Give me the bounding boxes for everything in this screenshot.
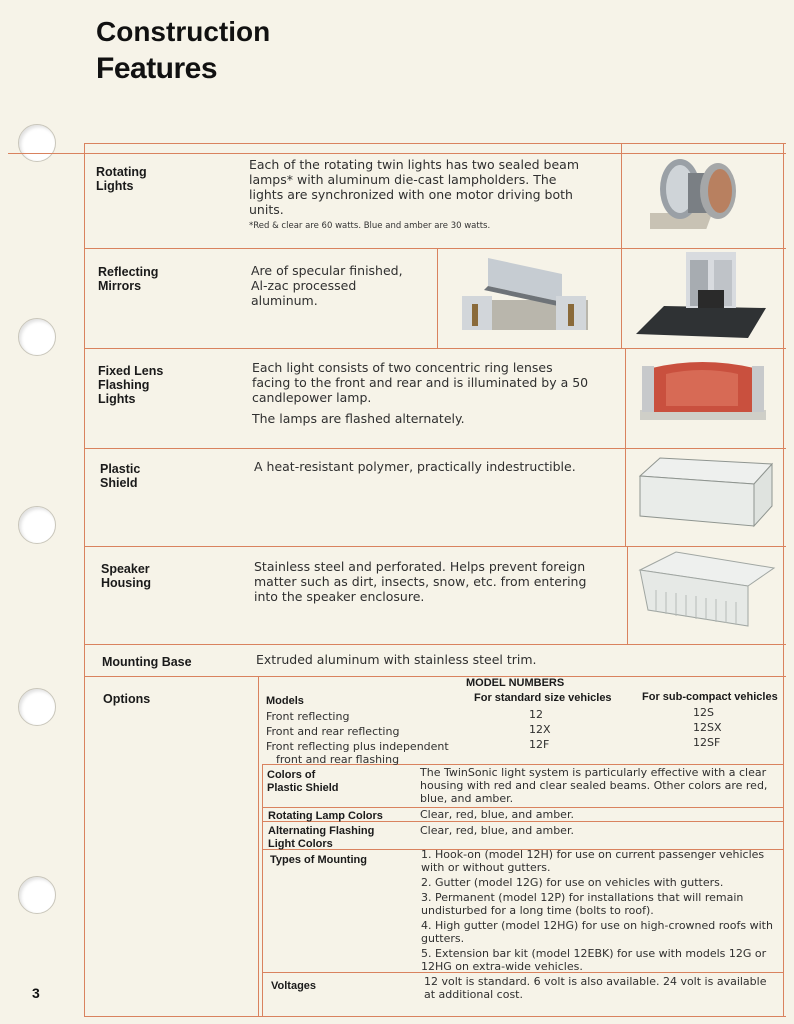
feature-label-mounting-base: Mounting Base	[102, 655, 192, 669]
option-label-shield-colors: Colors of Plastic Shield	[267, 769, 339, 794]
feature-desc-reflecting-mirrors: Are of specular finished, Al-zac processed aluminum.	[251, 263, 403, 308]
divider	[627, 546, 628, 644]
feature-label-fixed-lens: Fixed Lens Flashing Lights	[98, 364, 164, 406]
feature-desc-fixed-lens: Each light consists of two concentric ring lenses facing to the front and rear and is illuminated by a 50 candlepower lamp. The lamps are flashed alternately.	[252, 360, 589, 426]
divider	[621, 143, 622, 249]
plastic-shield-photo	[634, 456, 774, 528]
option-label-flashing-colors: Alternating Flashing Light Colors	[268, 825, 375, 850]
feature-label-reflecting-mirrors: Reflecting Mirrors	[98, 265, 159, 293]
list-item: 2. Gutter (model 12G) for use on vehicles with gutters.	[421, 876, 724, 889]
model-standard: 12	[529, 708, 543, 721]
model-numbers-title: MODEL NUMBERS	[466, 677, 565, 689]
option-label-rotating-lamp-colors: Rotating Lamp Colors	[268, 810, 383, 822]
rotating-light-photo	[650, 153, 742, 237]
option-label-mounting-types: Types of Mounting	[270, 854, 367, 866]
footnote: *Red & clear are 60 watts. Blue and amber are 30 watts.	[249, 221, 491, 231]
divider	[437, 248, 438, 348]
divider	[625, 348, 626, 448]
divider	[84, 143, 786, 144]
model-name: Front reflecting plus independent front and rear flashing	[266, 740, 449, 766]
model-standard: 12X	[529, 723, 551, 736]
divider	[262, 764, 263, 1016]
model-subcompact: 12SF	[693, 736, 721, 749]
binder-hole	[18, 876, 56, 914]
option-text-voltages: 12 volt is standard. 6 volt is also available. 24 volt is available at additional cost.	[424, 975, 767, 1001]
model-standard: 12F	[529, 738, 550, 751]
feature-desc-rotating-lights: Each of the rotating twin lights has two sealed beam lamps* with aluminum die-cast lampholders. The lights are synchronized with one motor driving both units. *Red & clear are 60 watts. Blue and amber are 30 watts.	[249, 157, 587, 234]
binder-hole	[18, 318, 56, 356]
option-text-flashing-colors: Clear, red, blue, and amber.	[420, 824, 574, 837]
subcompact-header: For sub-compact vehicles	[642, 691, 778, 703]
divider	[258, 676, 259, 1017]
list-item: 4. High gutter (model 12HG) for use on high-crowned roofs with gutters.	[421, 919, 773, 945]
reflecting-mirrors-photo-1	[458, 256, 594, 338]
list-item: 1. Hook-on (model 12H) for use on current passenger vehicles with or without gutters.	[421, 848, 765, 874]
divider	[84, 348, 786, 349]
standard-header: For standard size vehicles	[474, 692, 612, 704]
list-item: 3. Permanent (model 12P) for installations that will remain undisturbed for a long time (bolts to roof).	[421, 891, 744, 917]
model-subcompact: 12SX	[693, 721, 722, 734]
binder-hole	[18, 688, 56, 726]
page-number: 3	[32, 985, 40, 1001]
divider	[84, 644, 786, 645]
page-title-line1: Construction	[96, 16, 271, 47]
divider	[84, 143, 85, 1017]
fixed-lens-light-photo	[638, 360, 768, 424]
option-label-voltages: Voltages	[271, 980, 317, 992]
divider	[84, 676, 786, 677]
option-text-rotating-lamp-colors: Clear, red, blue, and amber.	[420, 808, 574, 821]
options-label: Options	[103, 692, 151, 706]
page-title-line2: Features	[96, 52, 218, 85]
option-text-shield-colors: The TwinSonic light system is particularly effective with a clear housing with red and clear sealed beams. Other colors are red, blue, and amber.	[420, 766, 768, 805]
model-subcompact: 12S	[693, 706, 714, 719]
binder-hole	[18, 124, 56, 162]
binder-hole	[18, 506, 56, 544]
divider	[84, 448, 786, 449]
reflecting-mirrors-photo-2	[634, 250, 768, 342]
divider	[84, 1016, 786, 1017]
model-name: Front and rear reflecting	[266, 725, 400, 738]
models-header: Models	[266, 695, 304, 707]
divider	[625, 448, 626, 546]
feature-label-speaker-housing: Speaker Housing	[101, 562, 151, 590]
speaker-housing-photo	[636, 550, 776, 630]
model-name: Front reflecting	[266, 710, 350, 723]
divider	[783, 143, 784, 1017]
list-item: 5. Extension bar kit (model 12EBK) for use with models 12G or 12HG on extra-wide vehicles.	[421, 947, 767, 973]
feature-label-rotating-lights: Rotating Lights	[96, 165, 147, 193]
option-list-mounting-types	[421, 848, 777, 973]
feature-desc-plastic-shield: A heat-resistant polymer, practically indestructible.	[254, 459, 576, 474]
divider	[621, 248, 622, 348]
divider	[84, 248, 786, 249]
divider	[84, 546, 786, 547]
feature-desc-mounting-base: Extruded aluminum with stainless steel trim.	[256, 652, 537, 667]
feature-label-plastic-shield: Plastic Shield	[100, 462, 141, 490]
feature-desc-speaker-housing: Stainless steel and perforated. Helps prevent foreign matter such as dirt, insects, snow, etc. from entering into the speaker enclosure.	[254, 559, 587, 604]
